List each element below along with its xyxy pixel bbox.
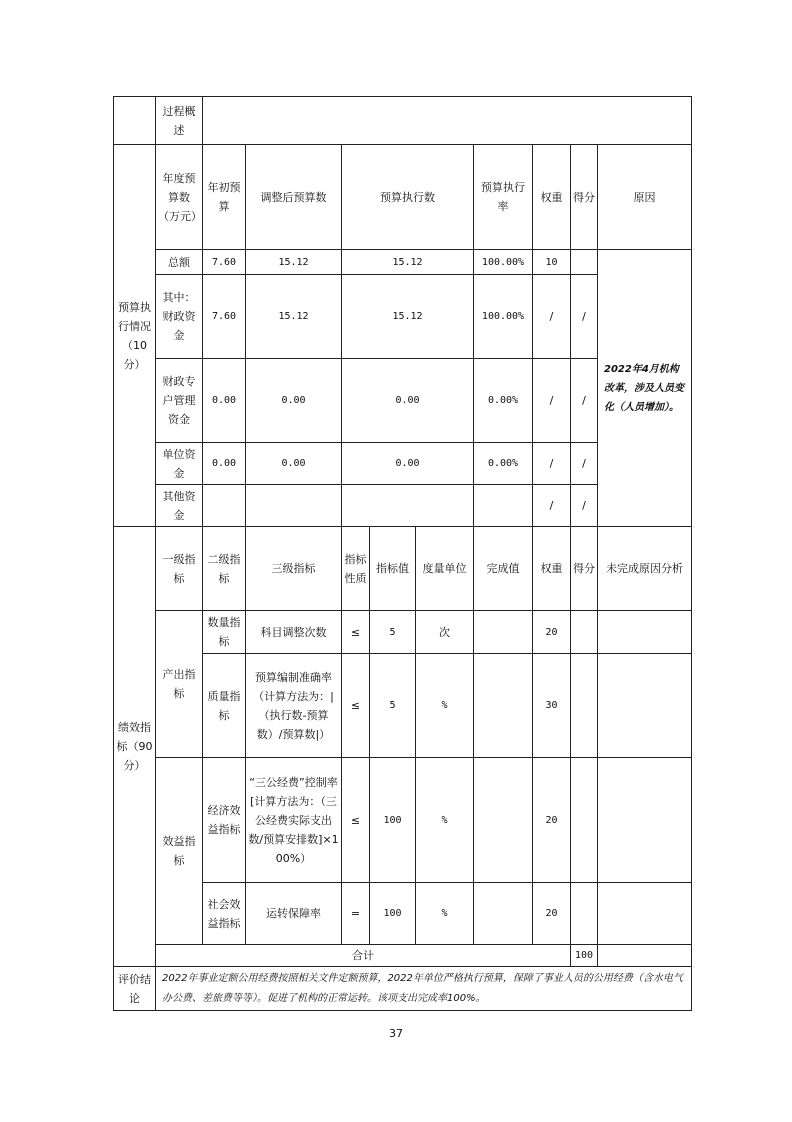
evaluation-table [113,96,692,1011]
perf-value: 5 [370,611,416,654]
table-row [114,611,692,654]
total-score [598,945,692,967]
budget-row-initial: 7.60 [203,250,246,275]
perf-score [571,758,598,883]
budget-row-score: / [571,443,598,485]
perf-reason [598,883,692,945]
perf-level1: 产出指标 [156,611,203,758]
table-row [114,758,692,883]
perf-level2: 数量指标 [203,611,246,654]
process-label: 过程概述 [156,97,203,145]
perf-reason [598,654,692,758]
perf-nature: ≤ [342,758,370,883]
budget-row-initial: 7.60 [203,275,246,359]
budget-row-adjusted: 0.00 [246,443,342,485]
perf-header-reason: 未完成原因分析 [598,527,692,611]
table-row [114,250,692,275]
budget-row-initial: 0.00 [203,359,246,443]
budget-section-label: 预算执行情况（10分） [114,145,156,527]
page-number: 37 [389,1027,403,1040]
budget-row-label: 财政专户管理资金 [156,359,203,443]
budget-row-label: 其中：财政资金 [156,275,203,359]
budget-row-executed: 0.00 [342,359,474,443]
budget-row-adjusted: 15.12 [246,275,342,359]
total-label: 合计 [156,945,571,967]
perf-unit: % [416,654,474,758]
budget-row-weight: / [533,443,571,485]
perf-level2: 质量指标 [203,654,246,758]
budget-header-adjusted: 调整后预算数 [246,145,342,250]
perf-header-level1: 一级指标 [156,527,203,611]
perf-unit: % [416,883,474,945]
perf-level2: 经济效益指标 [203,758,246,883]
perf-value: 5 [370,654,416,758]
budget-row-executed: 15.12 [342,250,474,275]
perf-header-nature: 指标性质 [342,527,370,611]
budget-header-weight: 权重 [533,145,571,250]
process-empty-cell [114,97,156,145]
perf-completed [474,883,533,945]
perf-weight: 30 [533,654,571,758]
perf-score [571,611,598,654]
performance-section-label: 绩效指标（90分） [114,527,156,967]
total-weight: 100 [571,945,598,967]
budget-row-initial [203,485,246,527]
process-content [203,97,692,145]
perf-level3: 预算编制准确率（计算方法为：|（执行数-预算数）/预算数|） [246,654,342,758]
budget-row-initial: 0.00 [203,443,246,485]
budget-row-label: 其他资金 [156,485,203,527]
budget-header-initial: 年初预算 [203,145,246,250]
perf-weight: 20 [533,611,571,654]
perf-nature: ≤ [342,611,370,654]
budget-row-weight: / [533,359,571,443]
budget-row-label: 总额 [156,250,203,275]
perf-unit: 次 [416,611,474,654]
perf-weight: 20 [533,883,571,945]
perf-header-value: 指标值 [370,527,416,611]
perf-header-unit: 度量单位 [416,527,474,611]
perf-header-completed: 完成值 [474,527,533,611]
budget-row-rate: 0.00% [474,443,533,485]
budget-row-executed [342,485,474,527]
budget-row-score: / [571,275,598,359]
perf-reason [598,611,692,654]
budget-header-executed: 预算执行数 [342,145,474,250]
budget-row-executed: 0.00 [342,443,474,485]
conclusion-label: 评价结论 [114,967,156,1011]
budget-row-adjusted: 0.00 [246,359,342,443]
budget-row-score: / [571,359,598,443]
budget-row-rate: 100.00% [474,275,533,359]
perf-score [571,654,598,758]
perf-weight: 20 [533,758,571,883]
budget-row-score [571,250,598,275]
perf-header-level3: 三级指标 [246,527,342,611]
conclusion-text: 2022年事业定额公用经费按照相关文件定额预算，2022年单位严格执行预算，保障了事业人员的公用经费（含水电气办公费、差旅费等等）。促进了机构的正常运转。该项支出完成率100%。 [156,967,692,1011]
perf-value: 100 [370,883,416,945]
budget-row-score: / [571,485,598,527]
perf-header-weight: 权重 [533,527,571,611]
perf-completed [474,654,533,758]
budget-row-adjusted [246,485,342,527]
budget-header-score: 得分 [571,145,598,250]
perf-value: 100 [370,758,416,883]
perf-unit: % [416,758,474,883]
perf-nature: = [342,883,370,945]
budget-header-rate: 预算执行率 [474,145,533,250]
total-row [114,945,692,967]
budget-row-weight: / [533,485,571,527]
perf-level3: 科目调整次数 [246,611,342,654]
budget-row-adjusted: 15.12 [246,250,342,275]
budget-row-label: 单位资金 [156,443,203,485]
budget-header-annual: 年度预算数（万元） [156,145,203,250]
budget-row-rate [474,485,533,527]
perf-header-level2: 二级指标 [203,527,246,611]
budget-row-rate: 0.00% [474,359,533,443]
perf-reason [598,758,692,883]
budget-row-rate: 100.00% [474,250,533,275]
budget-row-weight: 10 [533,250,571,275]
perf-score [571,883,598,945]
perf-completed [474,758,533,883]
perf-level3: “三公经费”控制率[计算方法为：（三公经费实际支出数/预算安排数]×100%） [246,758,342,883]
budget-row-weight: / [533,275,571,359]
perf-header-score: 得分 [571,527,598,611]
budget-row-executed: 15.12 [342,275,474,359]
perf-nature: ≤ [342,654,370,758]
perf-level2: 社会效益指标 [203,883,246,945]
perf-level1: 效益指标 [156,758,203,945]
budget-reason-note: 2022年4月机构改革，涉及人员变化（人员增加）。 [598,250,692,527]
perf-completed [474,611,533,654]
budget-header-reason: 原因 [598,145,692,250]
perf-level3: 运转保障率 [246,883,342,945]
